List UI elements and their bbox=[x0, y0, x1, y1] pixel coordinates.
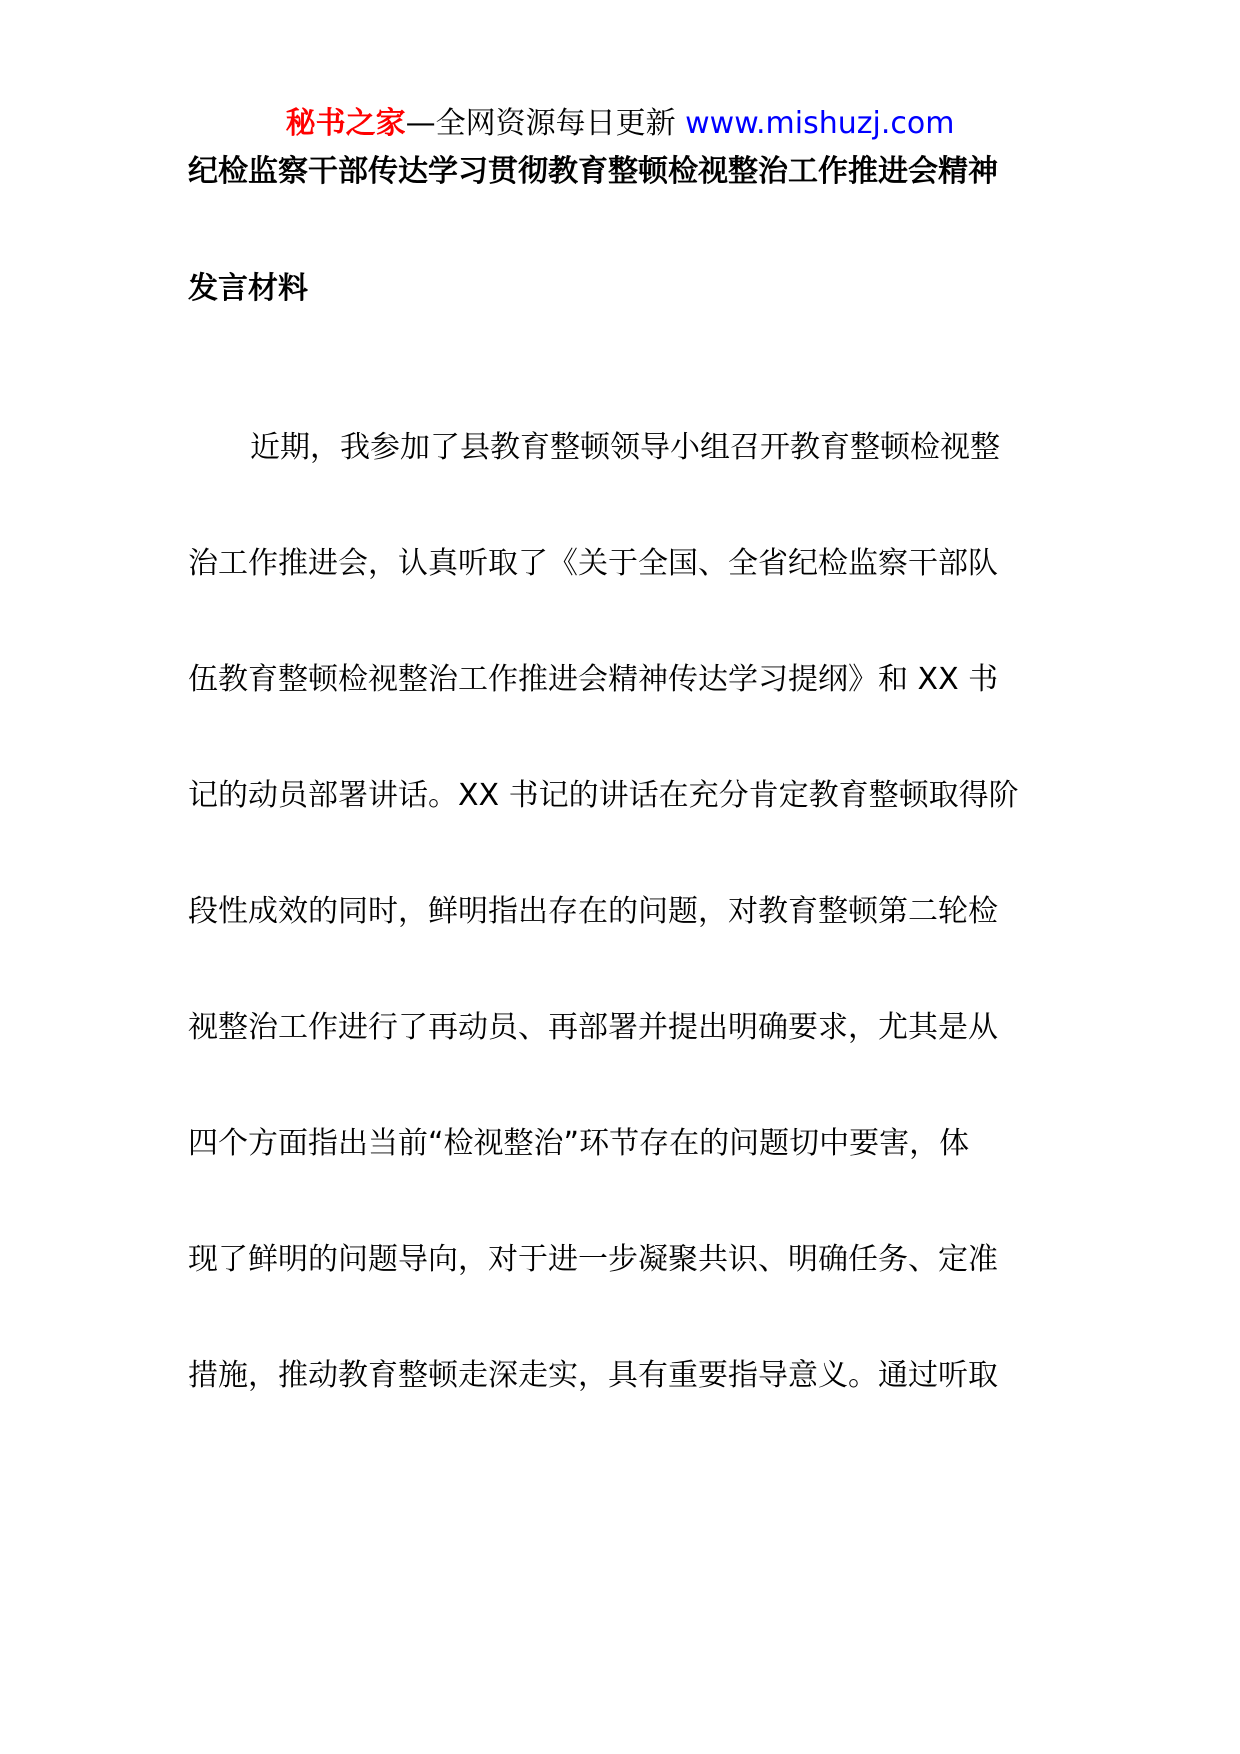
site-brand: 秘书之家 bbox=[285, 106, 406, 141]
document-title-line-2: 发言材料 bbox=[188, 271, 308, 306]
body-line-8: 现了鲜明的问题导向，对于进一步凝聚共识、明确任务、定准 bbox=[188, 1242, 998, 1277]
body-line-5: 段性成效的同时，鲜明指出存在的问题，对教育整顿第二轮检 bbox=[188, 894, 998, 929]
site-header bbox=[0, 102, 1240, 146]
site-url-link[interactable]: www.mishuzj.com bbox=[685, 106, 955, 141]
site-tagline: —全网资源每日更新 bbox=[405, 106, 686, 141]
body-line-6: 视整治工作进行了再动员、再部署并提出明确要求，尤其是从 bbox=[188, 1010, 998, 1045]
body-line-4: 记的动员部署讲话。XX 书记的讲话在充分肯定教育整顿取得阶 bbox=[188, 778, 1019, 813]
body-line-9: 措施，推动教育整顿走深走实，具有重要指导意义。通过听取 bbox=[188, 1358, 998, 1393]
body-line-1: 近期，我参加了县教育整顿领导小组召开教育整顿检视整 bbox=[250, 430, 1000, 465]
body-line-3: 伍教育整顿检视整治工作推进会精神传达学习提纲》和 XX 书 bbox=[188, 662, 999, 697]
body-line-2: 治工作推进会，认真听取了《关于全国、全省纪检监察干部队 bbox=[188, 546, 998, 581]
document-title-line-1: 纪检监察干部传达学习贯彻教育整顿检视整治工作推进会精神 bbox=[188, 154, 998, 189]
body-line-7: 四个方面指出当前“检视整治”环节存在的问题切中要害，体 bbox=[188, 1126, 970, 1161]
